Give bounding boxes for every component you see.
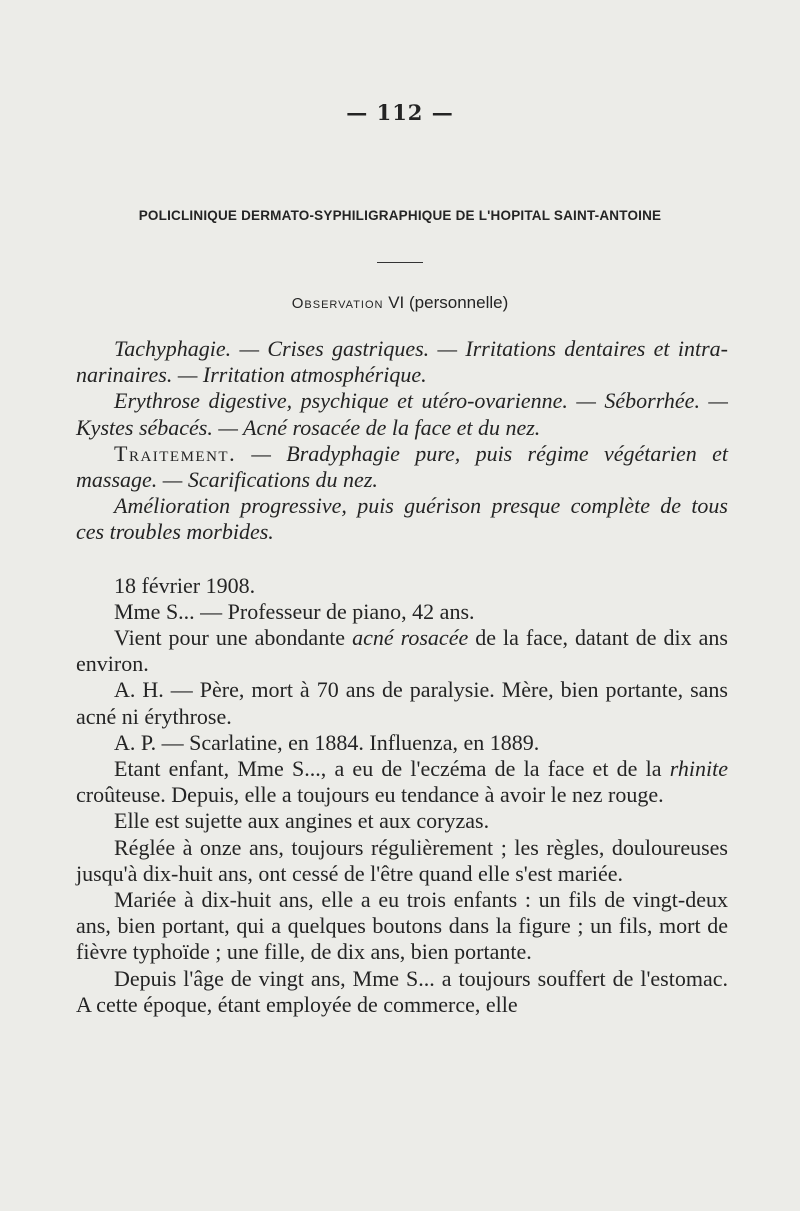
- date-paragraph: 18 février 1908.: [114, 572, 256, 598]
- observation-label: Observation: [291, 295, 384, 312]
- section-header: POLICLINIQUE DERMATO-SYPHILIGRAPHIQUE DE L'HOPITAL SAINT-ANTOINE: [138, 208, 662, 223]
- reason-paragraph: [76, 625, 728, 677]
- header-divider: [377, 262, 423, 263]
- menses-paragraph: Réglée à onze ans, toujours régulièrement ; les règles, douloureuses jusqu'à dix-huit ans, ont cessé de l'être quand elle s'est mariée.: [76, 834, 728, 886]
- reason-text: de la face, datant de dix ans environ.: [76, 625, 728, 677]
- observation-title: [0, 293, 800, 313]
- observation-qualifier: (personnelle): [409, 293, 509, 312]
- summary-paragraph: Tachyphagie. — Crises gastriques. — Irritations dentaires et intra-narinaires. — Irritation atmosphérique.: [76, 336, 728, 388]
- personal-history-paragraph: A. P. — Scarlatine, en 1884. Influenza, en 1889.: [114, 729, 540, 755]
- treatment-text: — Bradyphagie pure, puis régime végétarien et massage. — Scarifications du nez.: [76, 440, 728, 493]
- childhood-paragraph: [76, 756, 728, 808]
- children-paragraph: Mariée à dix-huit ans, elle a eu trois enfants : un fils de vingt-deux ans, bien portant, qui a quelques boutons dans la figure ; un fils, mort de fièvre typhoïde ; une fille, de dix ans, bien portante.: [76, 887, 728, 965]
- stomach-paragraph: Depuis l'âge de vingt ans, Mme S... a toujours souffert de l'estomac. A cette époque, étant employée de commerce, elle: [76, 965, 728, 1017]
- childhood-text: croûteuse. Depuis, elle a toujours eu tendance à avoir le nez rouge.: [76, 782, 664, 808]
- page-number: — 112 —: [346, 100, 454, 125]
- paragraph-gap: [76, 546, 728, 573]
- observation-number: VI: [388, 293, 405, 312]
- angina-paragraph: Elle est sujette aux angines et aux coryzas.: [114, 808, 490, 834]
- page-body: [76, 336, 728, 1018]
- treatment-paragraph: [76, 441, 728, 493]
- patient-paragraph: Mme S... — Professeur de piano, 42 ans.: [114, 598, 475, 624]
- summary-paragraph: Erythrose digestive, psychique et utéro-ovarienne. — Séborrhée. — Kystes sébacés. — Acné rosacée de la face et du nez.: [76, 388, 728, 440]
- summary-paragraph: Amélioration progressive, puis guérison presque complète de tous ces troubles morbides.: [76, 493, 728, 545]
- reason-italic: acné rosacée: [352, 625, 469, 651]
- reason-text: Vient pour une abondante: [114, 625, 353, 651]
- family-history-paragraph: A. H. — Père, mort à 70 ans de paralysie. Mère, bien portante, sans acné ni érythrose.: [76, 677, 728, 729]
- childhood-italic: rhinite: [669, 756, 728, 782]
- treatment-label: Traitement.: [114, 440, 237, 466]
- childhood-text: Etant enfant, Mme S..., a eu de l'eczéma de la face et de la: [114, 756, 670, 782]
